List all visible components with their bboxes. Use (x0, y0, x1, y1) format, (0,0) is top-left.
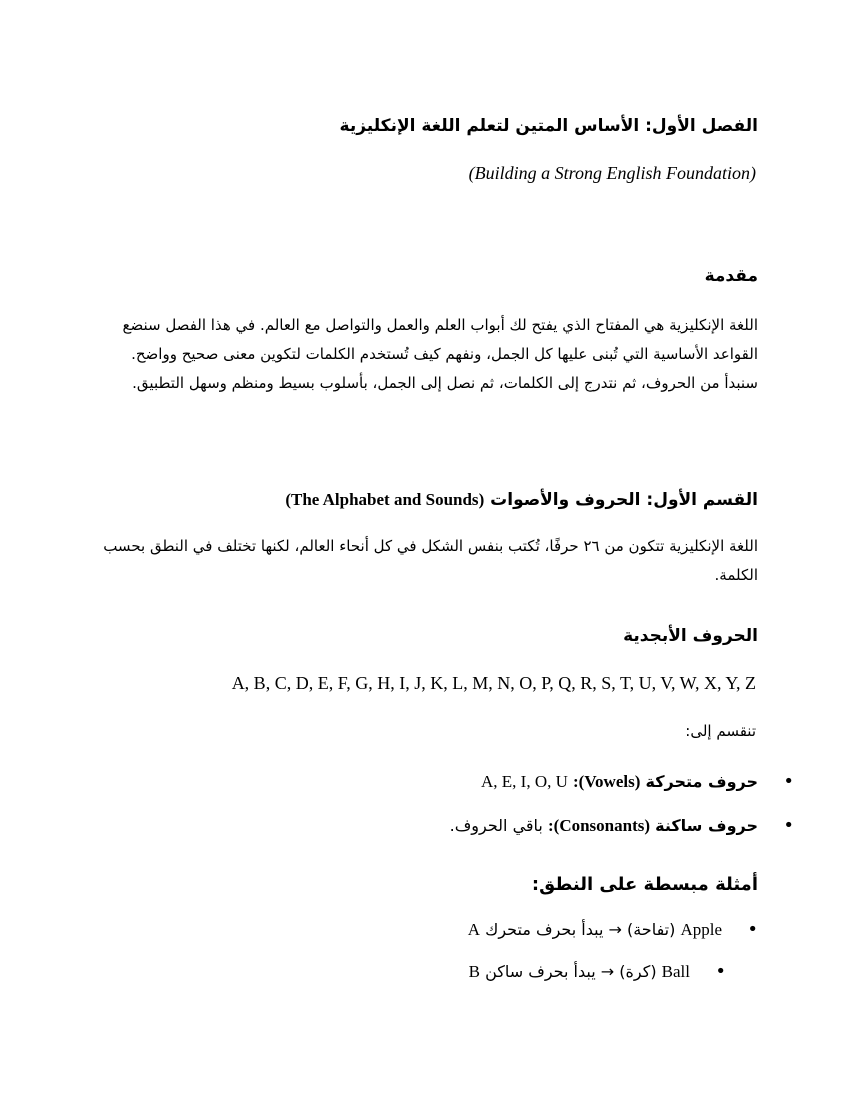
example-letter: A (467, 920, 481, 939)
vowels-value: A, E, I, O, U (481, 772, 568, 791)
alphabet-letters: A, B, C, D, E, F, G, H, I, J, K, L, M, N, O, P, Q, R, S, T, U, V, W, X, Y, Z (231, 673, 756, 693)
example-item (130, 961, 690, 983)
intro-heading: مقدمة (704, 266, 758, 286)
chapter-subtitle: (Building a Strong English Foundation) (468, 163, 756, 183)
arrow-icon: → (608, 920, 622, 939)
section-line: اللغة الإنكليزية تتكون من ٢٦ حرفًا، تُكتب بنفس الشكل في كل أنحاء العالم، لكنها تختلف في النطق بحسب (103, 537, 758, 555)
example-item (162, 919, 722, 941)
section-heading-ar: القسم الأول: الحروف والأصوات (490, 490, 758, 510)
letter-types-list (158, 771, 758, 837)
section-paragraph (68, 532, 758, 590)
section-line: الكلمة. (714, 566, 758, 584)
consonants-label-ar: حروف ساكنة (655, 816, 758, 835)
intro-line: القواعد الأساسية التي تُبنى عليها كل الجمل، ونفهم كيف تُستخدم الكلمات لتكوين معنى صحيح وواضح. (131, 345, 758, 363)
consonants-label-en: (Consonants): (547, 816, 651, 835)
vowels-label-en: (Vowels): (573, 772, 641, 791)
list-item-vowels (158, 771, 758, 793)
example-meaning: (تفاحة) (626, 920, 676, 939)
list-item-consonants (158, 815, 758, 837)
chapter-title: الفصل الأول: الأساس المتين لتعلم اللغة الإنكليزية (339, 116, 758, 136)
consonants-value: باقي الحروف. (449, 816, 543, 835)
alphabet-heading: الحروف الأبجدية (623, 626, 758, 646)
intro-line: اللغة الإنكليزية هي المفتاح الذي يفتح لك أبواب العلم والعمل والتواصل مع العالم. في هذا الفصل سنضع (122, 316, 758, 334)
example-desc: يبدأ بحرف متحرك (485, 920, 604, 939)
divided-label: تنقسم إلى: (685, 722, 756, 740)
example-word: Apple (680, 920, 722, 939)
example-letter: B (468, 962, 480, 981)
example-desc: يبدأ بحرف ساكن (485, 962, 596, 981)
examples-heading: أمثلة مبسطة على النطق: (531, 874, 758, 895)
intro-paragraph (78, 311, 758, 398)
examples-list (162, 919, 722, 983)
intro-line: سنبدأ من الحروف، ثم نتدرج إلى الكلمات، ثم نصل إلى الجمل، بأسلوب بسيط ومنظم وسهل التطبيق. (132, 374, 758, 392)
example-meaning: (كرة) (619, 962, 657, 981)
vowels-label-ar: حروف متحركة (645, 772, 758, 791)
example-word: Ball (661, 962, 690, 981)
section-heading-en: (The Alphabet and Sounds) (285, 490, 485, 509)
arrow-icon: → (600, 962, 615, 981)
section-heading (78, 490, 758, 510)
